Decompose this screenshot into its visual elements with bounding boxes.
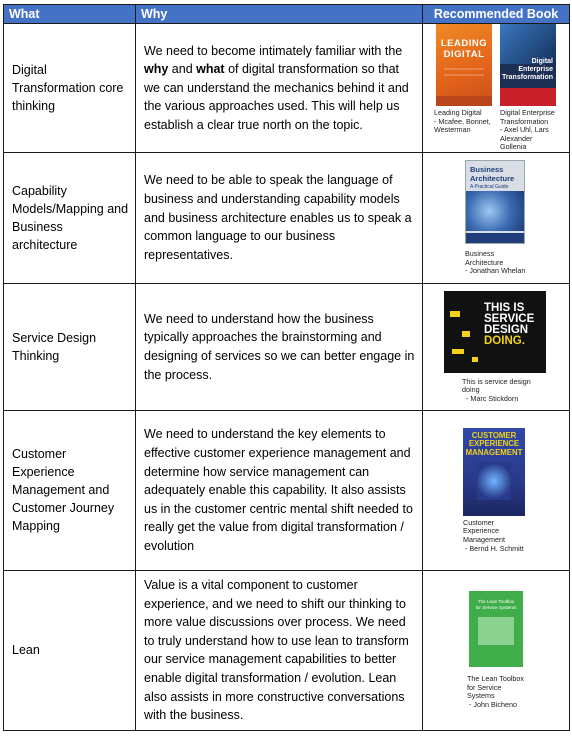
row-book: LEADING DIGITAL Leading Digital - Mcafee, Bonnet, Westerman Digital Enterprise Transformation Digital Enterprise Transformation - Axel Uhl, Lars Alexander Gollenia: [423, 24, 570, 153]
table-row: [4, 24, 570, 153]
table-row: [4, 283, 570, 410]
row-topic: Digital Transformation core thinking: [4, 24, 136, 153]
row-reason: We need to be able to speak the language of business and understanding capability models and business architecture enables us to speak a common language to our business representatives.: [136, 152, 423, 283]
row-book: Business Architecture A Practical Guide Business Architecture - Jonathan Whelan: [423, 152, 570, 283]
header-recommended-book: Recommended Book: [423, 5, 570, 24]
row-reason: We need to understand the key elements to effective customer experience management and determine how service management can adequately enable this capability. It also assists us in the customer centric mental shift needed to really get the value from digital transformation / evolution: [136, 410, 423, 570]
book-cover-this-is-service-design-doing: THIS IS SERVICE DESIGN DOING.: [444, 291, 546, 373]
table-row: [4, 410, 570, 570]
table-row: [4, 570, 570, 730]
row-book: The Lean Toolbox for Service Systems The Lean Toolbox for Service Systems - John Bicheno: [423, 570, 570, 730]
row-reason: We need to understand how the business typically approaches the brainstorming and designing of services so we can better engage in the process.: [136, 283, 423, 410]
row-topic: Customer Experience Management and Customer Journey Mapping: [4, 410, 136, 570]
row-topic: Lean: [4, 570, 136, 730]
header-what: What: [4, 5, 136, 24]
book-cover-lean-toolbox: The Lean Toolbox for Service Systems: [469, 591, 523, 667]
row-topic: Capability Models/Mapping and Business architecture: [4, 152, 136, 283]
row-reason: We need to become intimately familiar with the why and what of digital transformation so that we can understand the mechanics behind it and the various approaches used. This will help us establish a clear true north on the topic.: [136, 24, 423, 153]
table-row: [4, 152, 570, 283]
book-cover-leading-digital: LEADING DIGITAL: [436, 24, 492, 106]
row-book: CUSTOMER EXPERIENCE MANAGEMENT Customer Experience Management - Bernd H. Schmitt: [423, 410, 570, 570]
book-cover-digital-enterprise-transformation: Digital Enterprise Transformation: [500, 24, 556, 106]
row-reason: Value is a vital component to customer experience, and we need to shift our thinking to more value discussions over process. We need to truly understand how to use lean to transform our service management capabilities to better enable digital transformation / evolution. Lean also assists in more constructive conversations with the business.: [136, 570, 423, 730]
book-cover-customer-experience-management: CUSTOMER EXPERIENCE MANAGEMENT: [463, 428, 525, 516]
book-cover-business-architecture: Business Architecture A Practical Guide: [465, 160, 525, 244]
recommendation-table: [3, 4, 570, 731]
row-topic: Service Design Thinking: [4, 283, 136, 410]
header-why: Why: [136, 5, 423, 24]
table-header-row: [4, 5, 570, 24]
row-book: THIS IS SERVICE DESIGN DOING. This is service design doing - Marc Stickdorn: [423, 283, 570, 410]
